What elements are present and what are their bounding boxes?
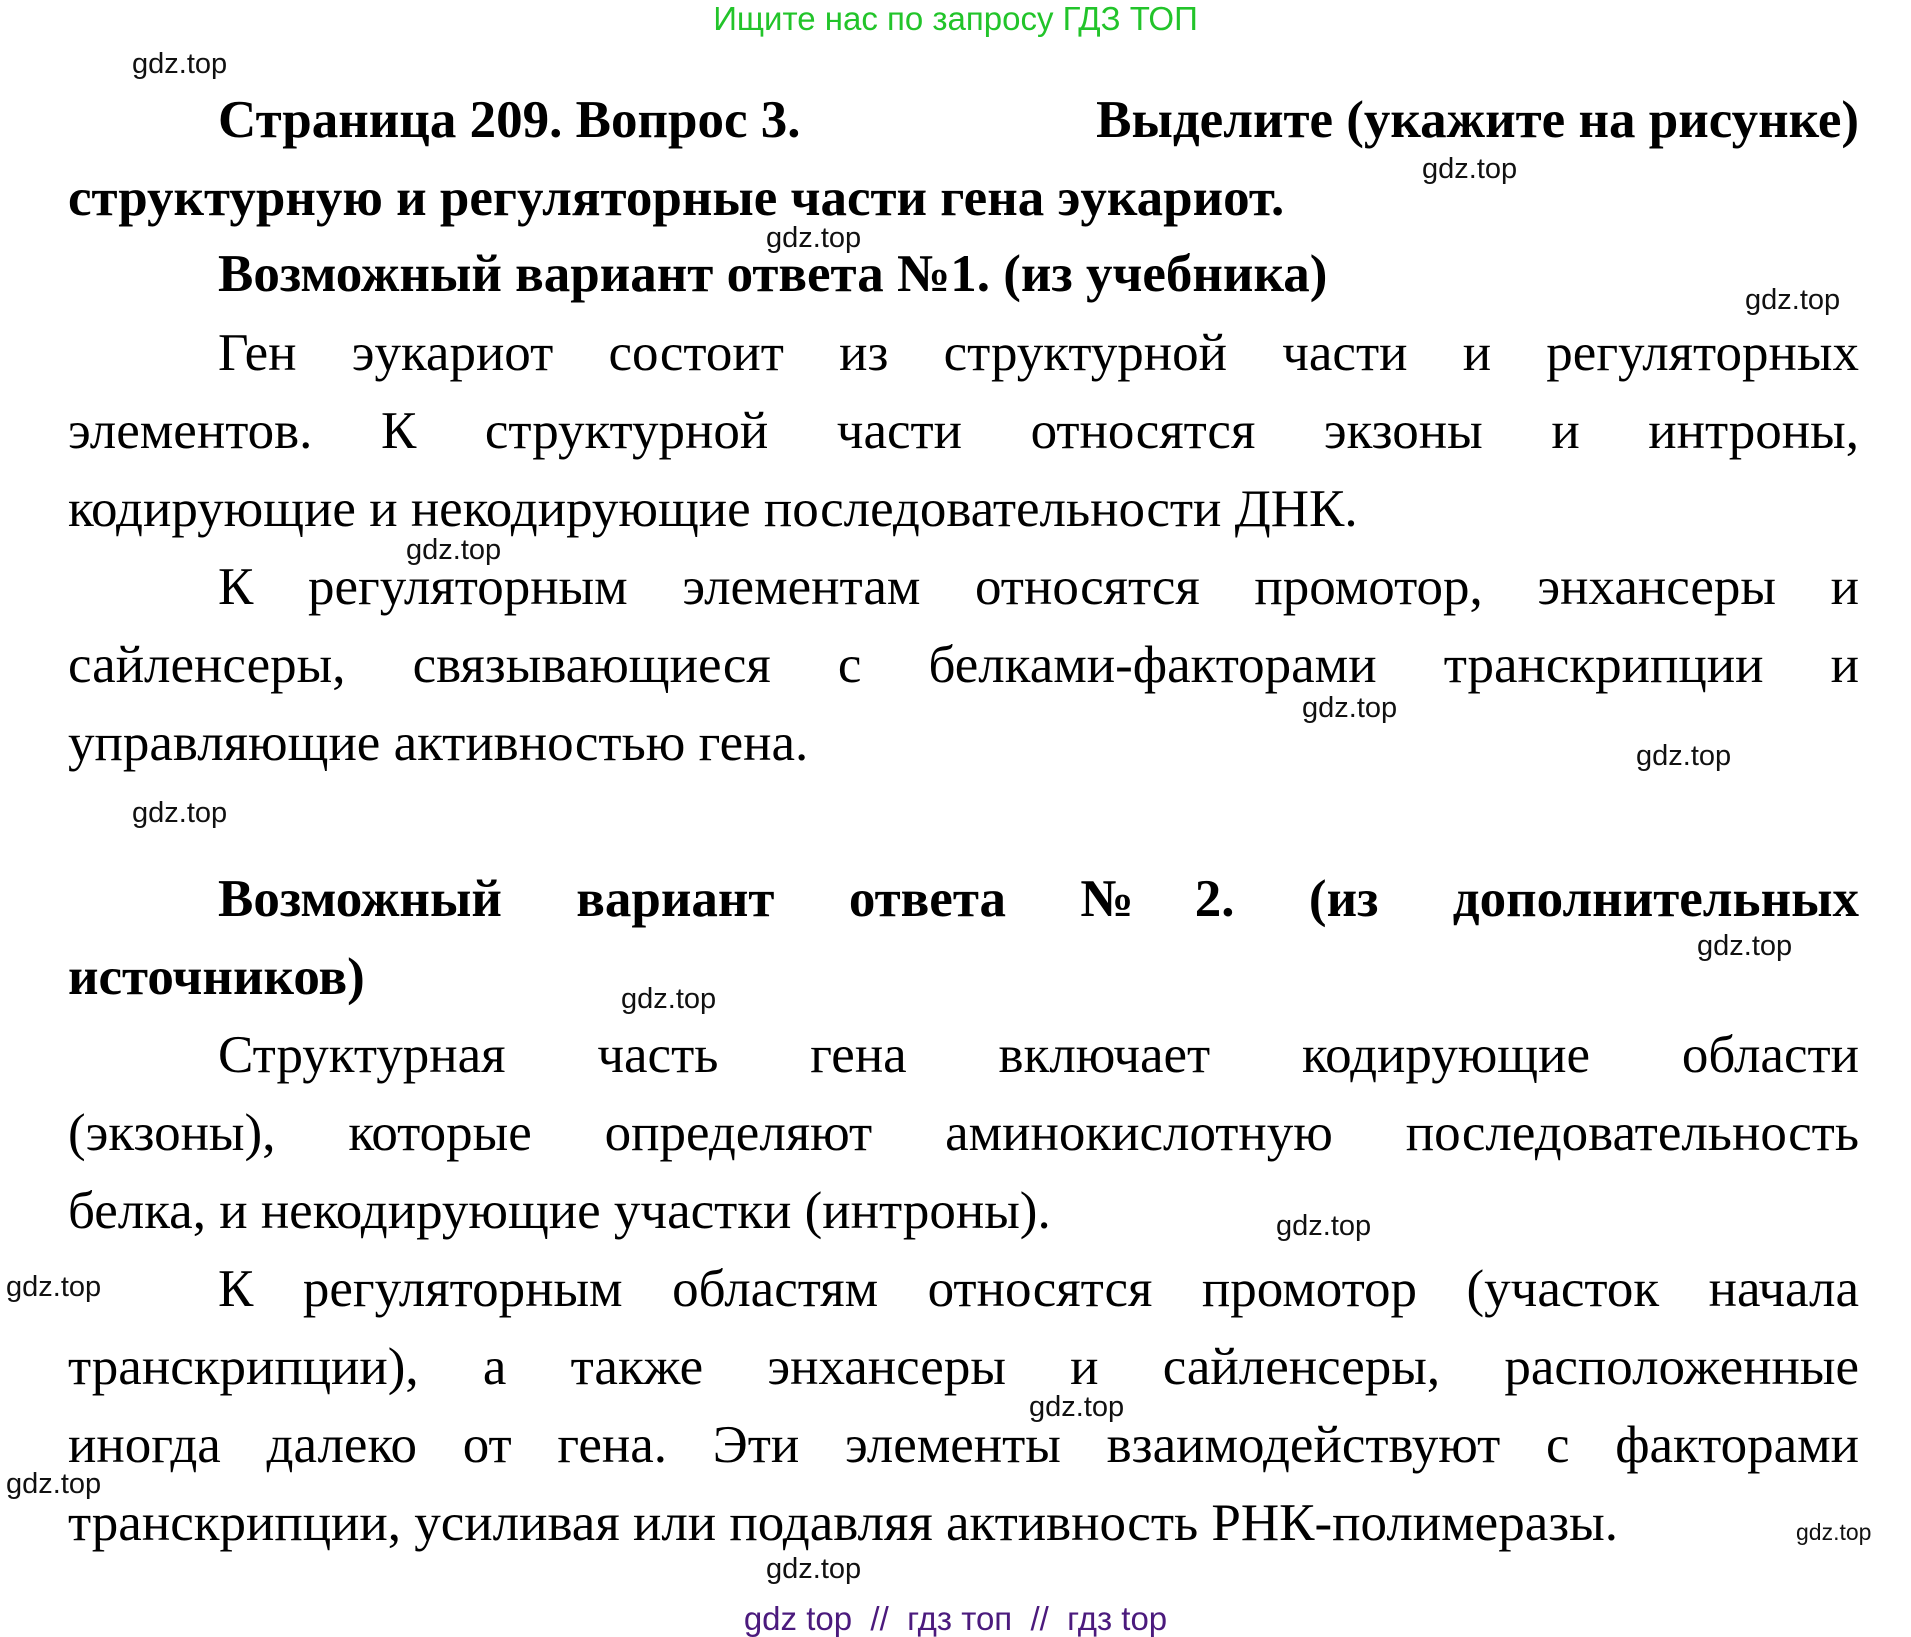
answer2-title-line2: источников) (68, 948, 365, 1006)
footer-links: gdz top // гдз топ // гдз top (743, 1600, 1168, 1637)
watermark: gdz.top (406, 534, 502, 566)
watermark: gdz.top (621, 983, 717, 1015)
watermark: gdz.top (1276, 1210, 1372, 1242)
answer2-p1-line1: Структурная часть гена включает кодирующие области (218, 1026, 1859, 1084)
watermark: gdz.top (1745, 284, 1841, 316)
answer2-p2-line4: транскрипции, усиливая или подавляя активность РНК-полимеразы. (68, 1494, 1619, 1552)
watermark: gdz.top (1697, 930, 1793, 962)
search-banner: Ищите нас по запросу ГДЗ ТОП (713, 0, 1198, 37)
answer2-p2-line3: иногда далеко от гена. Эти элементы взаимодействуют с факторами (68, 1416, 1859, 1474)
watermark: gdz.top (766, 222, 862, 254)
answer1-p1-line1: Ген эукариот состоит из структурной части и регуляторных (218, 324, 1859, 382)
question-page-label: Страница 209. Вопрос 3. (218, 91, 801, 149)
answer1-p2-line1: К регуляторным элементам относятся промотор, энхансеры и (218, 558, 1859, 616)
answer1-p1-line2: элементов. К структурной части относятся экзоны и интроны, (68, 402, 1859, 460)
watermark: gdz.top (132, 797, 228, 829)
answer1-p2-line3: управляющие активностью гена. (68, 714, 809, 772)
watermark: gdz.top (1422, 153, 1518, 185)
watermark: gdz.top (1796, 1519, 1872, 1545)
answer2-p2-line2: транскрипции), а также энхансеры и сайленсеры, расположенные (68, 1338, 1859, 1396)
answer1-title: Возможный вариант ответа №1. (из учебника) (218, 245, 1328, 303)
question-text-start: Выделите (укажите на рисунке) (1096, 91, 1859, 149)
watermark: gdz.top (1029, 1391, 1125, 1423)
answer1-p1-line3: кодирующие и некодирующие последовательности ДНК. (68, 480, 1358, 538)
answer1-p2-line2: сайленсеры, связывающиеся с белками-факторами транскрипции и (68, 636, 1859, 694)
watermark: gdz.top (132, 48, 228, 80)
watermark: gdz.top (6, 1468, 102, 1500)
watermark: gdz.top (1302, 692, 1398, 724)
answer2-title-line1: Возможный вариант ответа №2. (из дополнительных (218, 870, 1859, 928)
question-heading-line2: структурную и регуляторные части гена эукариот. (68, 169, 1285, 227)
answer2-p1-line2: (экзоны), которые определяют аминокислотную последовательность (68, 1104, 1859, 1162)
question-heading-line1 (218, 90, 1859, 150)
answer2-p2-line1: К регуляторным областям относятся промотор (участок начала (218, 1260, 1859, 1318)
watermark: gdz.top (1636, 740, 1732, 772)
watermark: gdz.top (6, 1271, 102, 1303)
answer2-p1-line3: белка, и некодирующие участки (интроны). (68, 1182, 1051, 1240)
watermark: gdz.top (766, 1553, 862, 1585)
